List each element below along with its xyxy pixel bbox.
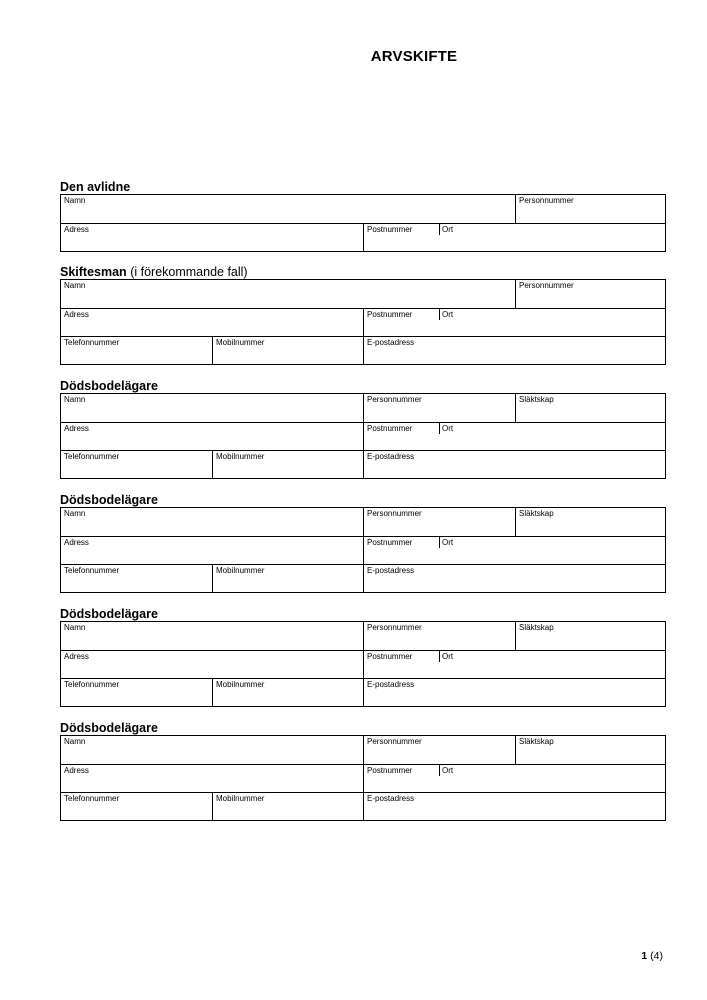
section-heir-4 bbox=[60, 721, 666, 821]
relationship-field[interactable] bbox=[515, 508, 665, 536]
name-label: Namn bbox=[64, 196, 86, 205]
address-field[interactable] bbox=[61, 765, 363, 792]
postal-code-label: Postnummer bbox=[367, 424, 413, 433]
city-label: Ort bbox=[442, 424, 454, 433]
section-heading: Dödsbodelägare bbox=[60, 721, 158, 735]
name-field[interactable] bbox=[61, 736, 363, 764]
personal-number-label: Personnummer bbox=[367, 509, 422, 518]
relationship-field[interactable] bbox=[515, 394, 665, 422]
name-field[interactable] bbox=[61, 195, 515, 223]
phone-field[interactable] bbox=[61, 679, 212, 706]
mobile-field[interactable] bbox=[212, 337, 363, 364]
mobile-label: Mobilnummer bbox=[216, 452, 265, 461]
email-label: E-postadress bbox=[367, 338, 415, 347]
section-deceased bbox=[60, 180, 666, 252]
relationship-label: Släktskap bbox=[519, 737, 554, 746]
section-heir-3 bbox=[60, 607, 666, 707]
mobile-label: Mobilnummer bbox=[216, 566, 265, 575]
personal-number-field[interactable] bbox=[515, 280, 665, 308]
page-number: 1 (4) bbox=[641, 950, 663, 962]
postal-code-label: Postnummer bbox=[367, 652, 413, 661]
personal-number-field[interactable] bbox=[363, 736, 515, 764]
email-label: E-postadress bbox=[367, 566, 415, 575]
section-heading: Dödsbodelägare bbox=[60, 493, 158, 507]
postal-code-field[interactable] bbox=[363, 765, 439, 792]
address-label: Adress bbox=[64, 652, 89, 661]
city-field[interactable] bbox=[439, 224, 665, 251]
phone-label: Telefonnummer bbox=[64, 794, 120, 803]
city-field[interactable] bbox=[439, 423, 665, 450]
deceased-form bbox=[60, 194, 666, 252]
relationship-label: Släktskap bbox=[519, 509, 554, 518]
personal-number-field[interactable] bbox=[363, 508, 515, 536]
mobile-label: Mobilnummer bbox=[216, 680, 265, 689]
personal-number-label: Personnummer bbox=[367, 395, 422, 404]
name-field[interactable] bbox=[61, 622, 363, 650]
executor-form bbox=[60, 279, 666, 365]
postal-code-field[interactable] bbox=[363, 423, 439, 450]
address-field[interactable] bbox=[61, 537, 363, 564]
address-label: Adress bbox=[64, 310, 89, 319]
email-field[interactable] bbox=[363, 679, 665, 706]
name-label: Namn bbox=[64, 395, 86, 404]
address-label: Adress bbox=[64, 225, 89, 234]
phone-label: Telefonnummer bbox=[64, 452, 120, 461]
city-field[interactable] bbox=[439, 765, 665, 792]
city-field[interactable] bbox=[439, 537, 665, 564]
email-label: E-postadress bbox=[367, 680, 415, 689]
postal-code-field[interactable] bbox=[363, 224, 439, 251]
section-executor bbox=[60, 265, 666, 365]
phone-field[interactable] bbox=[61, 793, 212, 820]
section-heading: Dödsbodelägare bbox=[60, 379, 158, 393]
mobile-label: Mobilnummer bbox=[216, 338, 265, 347]
address-field[interactable] bbox=[61, 651, 363, 678]
personal-number-label: Personnummer bbox=[367, 623, 422, 632]
email-label: E-postadress bbox=[367, 794, 415, 803]
section-heading: Dödsbodelägare bbox=[60, 607, 158, 621]
name-label: Namn bbox=[64, 509, 86, 518]
email-field[interactable] bbox=[363, 793, 665, 820]
address-label: Adress bbox=[64, 538, 89, 547]
city-field[interactable] bbox=[439, 651, 665, 678]
mobile-field[interactable] bbox=[212, 451, 363, 478]
address-label: Adress bbox=[64, 766, 89, 775]
email-field[interactable] bbox=[363, 451, 665, 478]
phone-field[interactable] bbox=[61, 337, 212, 364]
postal-code-field[interactable] bbox=[363, 309, 439, 336]
email-field[interactable] bbox=[363, 337, 665, 364]
heir-form bbox=[60, 621, 666, 707]
phone-field[interactable] bbox=[61, 451, 212, 478]
mobile-label: Mobilnummer bbox=[216, 794, 265, 803]
relationship-field[interactable] bbox=[515, 736, 665, 764]
city-label: Ort bbox=[442, 310, 454, 319]
relationship-label: Släktskap bbox=[519, 395, 554, 404]
city-label: Ort bbox=[442, 652, 454, 661]
email-label: E-postadress bbox=[367, 452, 415, 461]
section-heir-1 bbox=[60, 379, 666, 479]
name-label: Namn bbox=[64, 737, 86, 746]
email-field[interactable] bbox=[363, 565, 665, 592]
phone-label: Telefonnummer bbox=[64, 338, 120, 347]
relationship-field[interactable] bbox=[515, 622, 665, 650]
heir-form bbox=[60, 507, 666, 593]
section-heading: Skiftesman (i förekommande fall) bbox=[60, 265, 248, 279]
mobile-field[interactable] bbox=[212, 793, 363, 820]
name-label: Namn bbox=[64, 623, 86, 632]
document-title: ARVSKIFTE bbox=[370, 48, 458, 65]
address-field[interactable] bbox=[61, 423, 363, 450]
heir-form bbox=[60, 393, 666, 479]
address-field[interactable] bbox=[61, 309, 363, 336]
mobile-field[interactable] bbox=[212, 565, 363, 592]
postal-code-label: Postnummer bbox=[367, 225, 413, 234]
address-field[interactable] bbox=[61, 224, 363, 251]
city-field[interactable] bbox=[439, 309, 665, 336]
name-field[interactable] bbox=[61, 508, 363, 536]
personal-number-label: Personnummer bbox=[519, 196, 574, 205]
personal-number-field[interactable] bbox=[363, 622, 515, 650]
address-label: Adress bbox=[64, 424, 89, 433]
personal-number-field[interactable] bbox=[363, 394, 515, 422]
mobile-field[interactable] bbox=[212, 679, 363, 706]
phone-label: Telefonnummer bbox=[64, 680, 120, 689]
phone-field[interactable] bbox=[61, 565, 212, 592]
phone-label: Telefonnummer bbox=[64, 566, 120, 575]
section-heir-2 bbox=[60, 493, 666, 593]
city-label: Ort bbox=[442, 766, 454, 775]
name-field[interactable] bbox=[61, 280, 515, 308]
city-label: Ort bbox=[442, 538, 454, 547]
city-label: Ort bbox=[442, 225, 454, 234]
personal-number-label: Personnummer bbox=[367, 737, 422, 746]
postal-code-field[interactable] bbox=[363, 651, 439, 678]
relationship-label: Släktskap bbox=[519, 623, 554, 632]
personal-number-label: Personnummer bbox=[519, 281, 574, 290]
postal-code-field[interactable] bbox=[363, 537, 439, 564]
postal-code-label: Postnummer bbox=[367, 538, 413, 547]
name-label: Namn bbox=[64, 281, 86, 290]
postal-code-label: Postnummer bbox=[367, 310, 413, 319]
name-field[interactable] bbox=[61, 394, 363, 422]
postal-code-label: Postnummer bbox=[367, 766, 413, 775]
section-heading: Den avlidne bbox=[60, 180, 131, 194]
heir-form bbox=[60, 735, 666, 821]
personal-number-field[interactable] bbox=[515, 195, 665, 223]
